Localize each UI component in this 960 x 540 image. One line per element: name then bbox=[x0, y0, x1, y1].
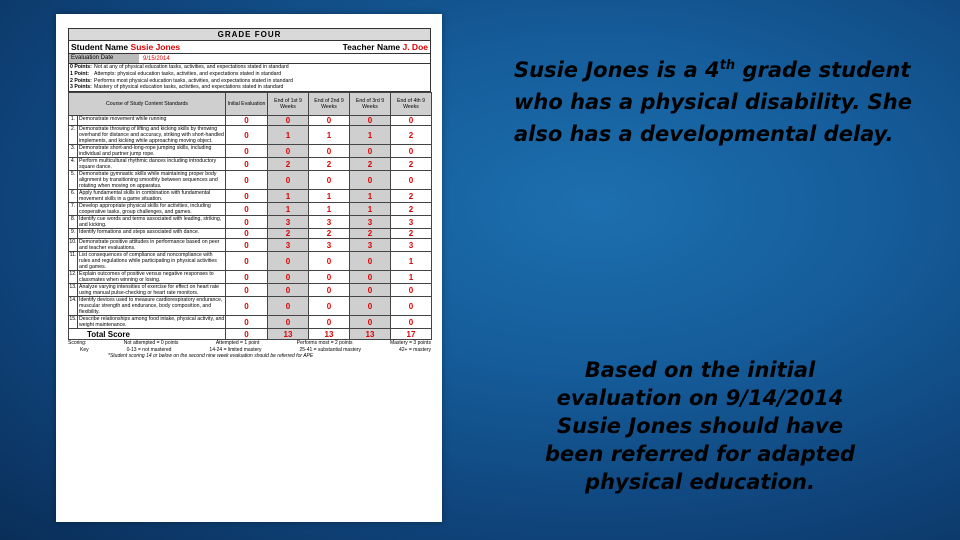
table-header bbox=[69, 93, 432, 116]
score-cell: 0 bbox=[350, 316, 391, 329]
row-number: 15. bbox=[69, 316, 78, 329]
row-number: 13. bbox=[69, 284, 78, 297]
row-number: 2. bbox=[69, 126, 78, 145]
assessment-worksheet bbox=[56, 14, 442, 522]
teacher-block bbox=[343, 42, 428, 52]
score-cell: 2 bbox=[268, 229, 309, 239]
score-cell: 0 bbox=[268, 116, 309, 126]
total-label: Total Score bbox=[69, 329, 226, 340]
table-row bbox=[69, 190, 432, 203]
score-cell: 0 bbox=[226, 171, 268, 190]
score-cell: 0 bbox=[268, 284, 309, 297]
score-cell: 0 bbox=[350, 171, 391, 190]
score-cell: 0 bbox=[391, 297, 432, 316]
standard-text: Demonstrate positive attitudes in performance based on peer and teacher evaluations. bbox=[78, 239, 226, 252]
score-cell: 0 bbox=[350, 297, 391, 316]
score-cell: 0 bbox=[226, 297, 268, 316]
table-row bbox=[69, 116, 432, 126]
score-cell: 0 bbox=[226, 271, 268, 284]
score-cell: 3 bbox=[391, 216, 432, 229]
row-number: 6. bbox=[69, 190, 78, 203]
score-cell: 2 bbox=[391, 229, 432, 239]
score-cell: 0 bbox=[391, 145, 432, 158]
ordinal-suffix: th bbox=[719, 58, 736, 73]
referral-note: *Student scoring 14 or below on the second nine week evaluation should be referred for APE bbox=[108, 353, 314, 360]
score-cell: 1 bbox=[391, 252, 432, 271]
score-cell: 2 bbox=[309, 229, 350, 239]
row-number: 1. bbox=[69, 116, 78, 126]
score-cell: 0 bbox=[309, 316, 350, 329]
score-cell: 0 bbox=[309, 271, 350, 284]
week2-header: End of 2nd 9 Weeks bbox=[309, 93, 350, 116]
score-cell: 2 bbox=[391, 126, 432, 145]
standard-text: Identify devices used to measure cardiorespiratory endurance, muscular strength and endurance, body composition, and flexibility. bbox=[78, 297, 226, 316]
score-cell: 0 bbox=[309, 145, 350, 158]
score-cell: 1 bbox=[268, 203, 309, 216]
score-cell: 0 bbox=[391, 316, 432, 329]
score-cell: 0 bbox=[309, 252, 350, 271]
total-value: 13 bbox=[268, 329, 309, 340]
score-cell: 0 bbox=[226, 203, 268, 216]
scoring-row: Scoring: Not attempted = 0 points Attempted = 1 point Performs most = 2 points Mastery = 3 points bbox=[68, 340, 431, 347]
score-cell: 0 bbox=[309, 171, 350, 190]
standard-text: Identify cue words and terms associated with leading, striking, and kicking. bbox=[78, 216, 226, 229]
score-cell: 0 bbox=[268, 271, 309, 284]
standard-text: Demonstrate gymnastic skills while maintaining proper body alignment by transitioning smoothly between sequences and rotating when moving on apparatus. bbox=[78, 171, 226, 190]
row-number: 7. bbox=[69, 203, 78, 216]
score-cell: 0 bbox=[268, 171, 309, 190]
worksheet-title: GRADE FOUR bbox=[68, 28, 431, 41]
score-cell: 2 bbox=[391, 158, 432, 171]
score-cell: 0 bbox=[309, 284, 350, 297]
score-cell: 0 bbox=[350, 284, 391, 297]
score-cell: 0 bbox=[226, 216, 268, 229]
name-row bbox=[68, 41, 431, 54]
score-cell: 3 bbox=[391, 239, 432, 252]
score-cell: 1 bbox=[350, 190, 391, 203]
score-cell: 2 bbox=[391, 190, 432, 203]
table-row bbox=[69, 284, 432, 297]
table-row bbox=[69, 271, 432, 284]
standards-table bbox=[68, 92, 432, 340]
score-cell: 0 bbox=[226, 126, 268, 145]
total-value: 0 bbox=[226, 329, 268, 340]
score-cell: 0 bbox=[226, 145, 268, 158]
total-row bbox=[69, 329, 432, 340]
points-legend bbox=[68, 64, 431, 92]
row-number: 3. bbox=[69, 145, 78, 158]
standard-text: Describe relationships among food intake, physical activity, and weight maintenance. bbox=[79, 316, 225, 329]
teacher-name: J. Doe bbox=[402, 42, 428, 52]
scoring-footer bbox=[68, 340, 431, 360]
week4-header: End of 4th 9 Weeks bbox=[391, 93, 432, 116]
standard-text: Demonstrate short-and-long-rope jumping skills, including individual and partner jump rope. bbox=[78, 145, 226, 158]
score-cell: 1 bbox=[350, 126, 391, 145]
score-cell: 1 bbox=[309, 126, 350, 145]
standard-text: Perform multicultural rhythmic dances including introductory square dance. bbox=[78, 158, 226, 171]
standard-text: Analyze varying intensities of exercise for effect on heart rate using manual pulse-checking or heart rate monitors. bbox=[78, 284, 226, 297]
points-row: 0 Points: Not at any of physical education tasks, activities, and expectations stated in standard bbox=[70, 64, 289, 70]
score-cell: 0 bbox=[350, 252, 391, 271]
score-cell: 0 bbox=[391, 116, 432, 126]
student-name: Susie Jones bbox=[130, 42, 181, 52]
score-cell: 3 bbox=[309, 239, 350, 252]
referral-conclusion: Based on the initial evaluation on 9/14/2014 Susie Jones should have been referred for adapted physical education. bbox=[544, 358, 855, 494]
standard-text: Identify formations and steps associated with dance. bbox=[78, 229, 226, 239]
table-row bbox=[69, 297, 432, 316]
score-cell: 0 bbox=[268, 252, 309, 271]
table-row bbox=[69, 252, 432, 271]
row-number: 12. bbox=[69, 271, 78, 284]
score-cell: 0 bbox=[226, 229, 268, 239]
score-cell: 0 bbox=[226, 252, 268, 271]
score-cell: 0 bbox=[309, 116, 350, 126]
row-number: 14. bbox=[69, 297, 78, 316]
score-cell: 2 bbox=[391, 203, 432, 216]
score-cell: 1 bbox=[350, 203, 391, 216]
score-cell: 2 bbox=[350, 158, 391, 171]
table-row bbox=[69, 126, 432, 145]
row-number: 4. bbox=[69, 158, 78, 171]
key-row: Key 0-13 = not mastered 14-24 = limited mastery 25-41 = substantial mastery 42+ = mastery bbox=[80, 346, 431, 353]
row-number: 5. bbox=[69, 171, 78, 190]
score-cell: 2 bbox=[350, 229, 391, 239]
student-description: Susie Jones is a 4th grade student who has a physical disability. She also has a developmental delay. bbox=[514, 58, 912, 146]
student-label: Student Name bbox=[71, 42, 129, 52]
score-cell: 0 bbox=[226, 284, 268, 297]
week1-header: End of 1st 9 Weeks bbox=[268, 93, 309, 116]
row-number: 11. bbox=[69, 252, 78, 271]
standard-text: Demonstrate movement while running bbox=[78, 116, 226, 126]
score-cell: 1 bbox=[309, 190, 350, 203]
eval-date-label: Evaluation Date bbox=[69, 54, 139, 63]
row-number: 8. bbox=[69, 216, 78, 229]
standard-text: List consequences of compliance and noncompliance with rules and regulations while participating in physical activities and games. bbox=[78, 252, 226, 271]
table-row bbox=[69, 158, 432, 171]
standards-header: Course of Study Content Standards bbox=[69, 93, 226, 116]
score-cell: 0 bbox=[226, 239, 268, 252]
score-cell: 0 bbox=[268, 297, 309, 316]
score-cell: 3 bbox=[350, 239, 391, 252]
teacher-label: Teacher Name bbox=[342, 42, 401, 52]
standard-text: Develop appropriate physical skills for activities, including cooperative tasks, group challenges, and games. bbox=[78, 203, 226, 216]
points-row: 2 Points: Performs most physical education tasks, activities, and expectations stated in standard bbox=[70, 77, 293, 84]
score-cell: 0 bbox=[391, 171, 432, 190]
table-row bbox=[69, 239, 432, 252]
score-cell: 0 bbox=[226, 316, 268, 329]
score-cell: 0 bbox=[226, 158, 268, 171]
initial-header: Initial Evaluation bbox=[226, 93, 268, 116]
score-cell: 2 bbox=[309, 158, 350, 171]
score-cell: 3 bbox=[350, 216, 391, 229]
score-cell: 0 bbox=[226, 116, 268, 126]
week3-header: End of 3rd 9 Weeks bbox=[350, 93, 391, 116]
points-row: 3 Points: Mastery of physical education tasks, activities, and expectations stated in standard bbox=[70, 84, 284, 91]
total-value: 13 bbox=[350, 329, 391, 340]
table-row bbox=[69, 316, 432, 329]
table-row bbox=[69, 203, 432, 216]
table-row bbox=[69, 216, 432, 229]
score-cell: 1 bbox=[309, 203, 350, 216]
score-cell: 3 bbox=[309, 216, 350, 229]
score-cell: 3 bbox=[268, 216, 309, 229]
evaluation-date-row bbox=[68, 54, 431, 64]
table-row bbox=[69, 145, 432, 158]
table-row bbox=[69, 171, 432, 190]
score-cell: 0 bbox=[226, 190, 268, 203]
total-value: 13 bbox=[309, 329, 350, 340]
eval-date-value: 9/15/2014 bbox=[143, 55, 170, 62]
score-cell: 1 bbox=[268, 190, 309, 203]
row-number: 10. bbox=[69, 239, 78, 252]
standard-text: Apply fundamental skills in combination with fundamental movement skills in a game situation. bbox=[78, 190, 226, 203]
score-cell: 3 bbox=[268, 239, 309, 252]
score-cell: 0 bbox=[350, 145, 391, 158]
points-row: 1 Point: Attempts: physical education tasks, activities, and expectations stated in standard bbox=[70, 70, 282, 77]
standard-text: Explain outcomes of positive versus negative responses to classmates when winning or losing. bbox=[78, 271, 226, 284]
score-cell: 0 bbox=[350, 271, 391, 284]
score-cell: 0 bbox=[391, 284, 432, 297]
total-value: 17 bbox=[391, 329, 432, 340]
score-cell: 1 bbox=[391, 271, 432, 284]
score-cell: 0 bbox=[309, 297, 350, 316]
score-cell: 1 bbox=[268, 126, 309, 145]
score-cell: 0 bbox=[268, 145, 309, 158]
score-cell: 0 bbox=[268, 316, 309, 329]
table-row bbox=[69, 229, 432, 239]
row-number: 9. bbox=[69, 229, 78, 239]
score-cell: 2 bbox=[268, 158, 309, 171]
score-cell: 0 bbox=[350, 116, 391, 126]
standard-text: Demonstrate throwing of lifting and kicking skills by throwing overhand for distance and accuracy, striking with short-handled implements, and kicking while approaching moving object. bbox=[79, 126, 224, 145]
